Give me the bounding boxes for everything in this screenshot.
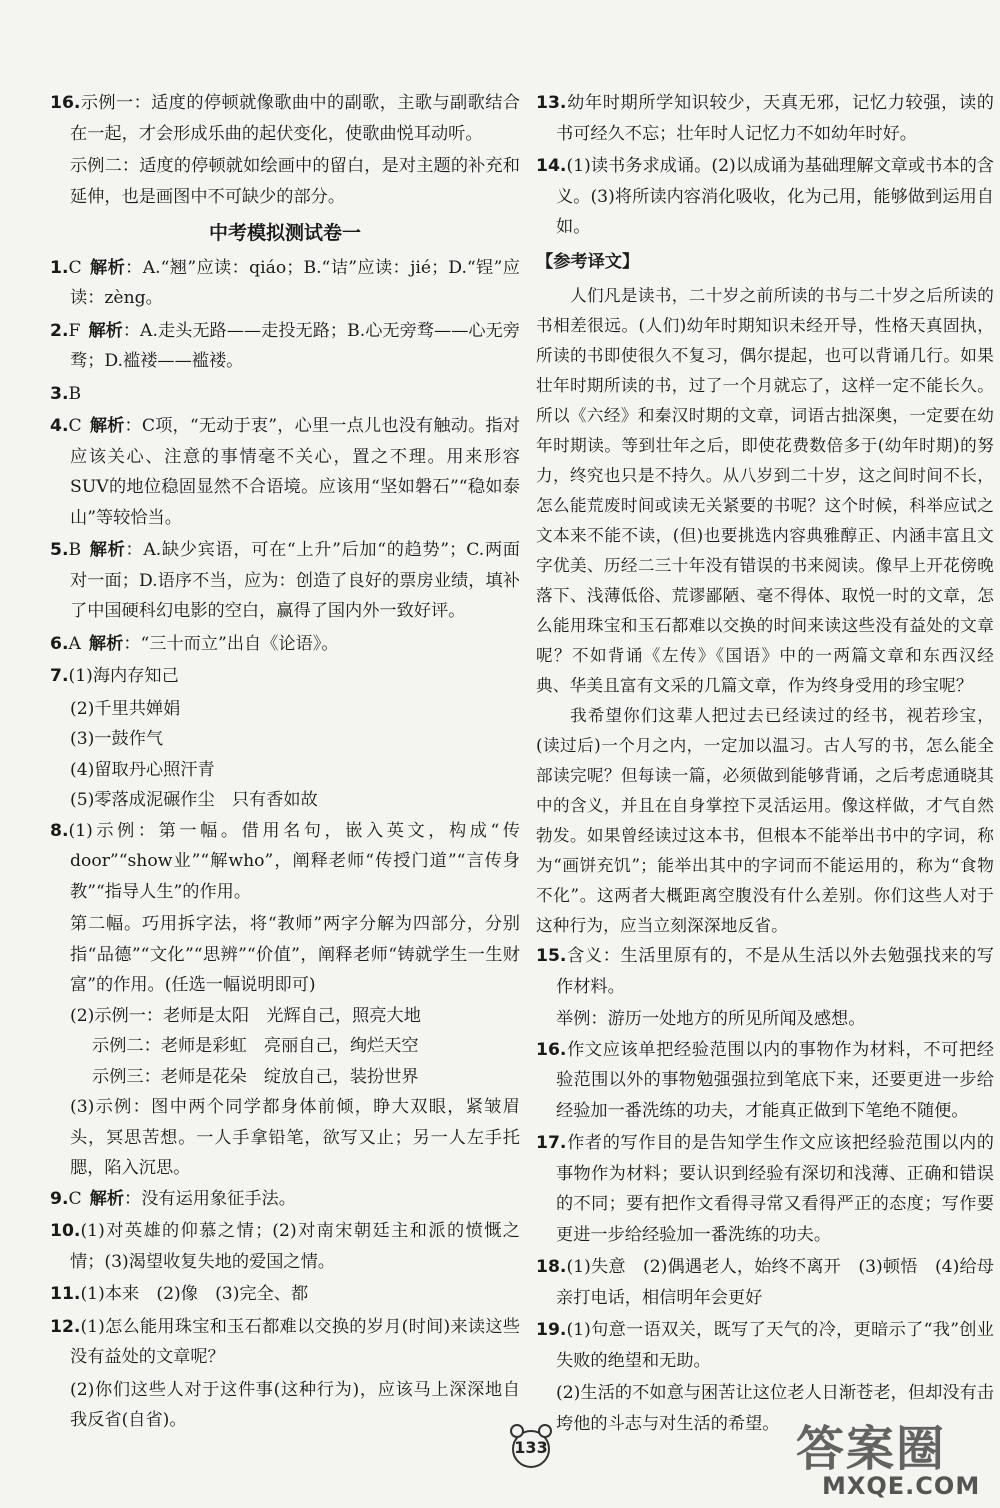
question-number: 10. — [50, 1221, 81, 1241]
question-number: 5. — [50, 540, 69, 560]
answer-choice: A — [68, 633, 81, 654]
answer-8 — [50, 816, 520, 908]
answer-13 — [536, 88, 994, 149]
question-number: 2. — [50, 320, 69, 341]
left-column — [50, 88, 520, 1436]
analysis-label: 解析 — [89, 540, 126, 560]
answer-text: 含义：生活里原有的，不是从生活以外去勉强找来的写作材料。 — [556, 946, 994, 997]
answer-12 — [50, 1312, 520, 1373]
answer-line: (4)留取丹心照汗青 — [70, 759, 215, 780]
question-number: 1. — [50, 257, 69, 278]
analysis-text: ：没有运用象征手法。 — [124, 1188, 296, 1209]
answer-9 — [50, 1184, 520, 1215]
answer-text: (3)示例：图中两个同学都身体前倾，睁大双眼，紧皱眉头，冥思苦想。一人手拿铅笔，欲写又止；另一人左手托腮，陷入沉思。 — [70, 1097, 520, 1178]
answer-3 — [50, 379, 520, 410]
analysis-text: ：“三十而立”出自《论语》。 — [123, 633, 339, 654]
section-title: 中考模拟测试卷一 — [208, 222, 361, 244]
answer-choice: C — [68, 416, 82, 436]
answer-text: (2)你们这些人对于这件事(这种行为)，应该马上深深地自我反省(自省)。 — [70, 1379, 520, 1430]
question-number: 9. — [50, 1188, 69, 1209]
answer-line: 示例二：老师是彩虹 亮丽自己，绚烂天空 — [92, 1036, 419, 1056]
page-number: 133 — [512, 1430, 550, 1468]
question-number: 18. — [536, 1257, 567, 1277]
answer-text: (1)失意 (2)偶遇老人，始终不离开 (3)顿悟 (4)给母亲打电话，相信明年会更好 — [556, 1257, 994, 1308]
question-number: 16. — [50, 93, 81, 113]
answer-16 — [50, 88, 520, 149]
answer-line: 示例三：老师是花朵 绽放自己，装扮世界 — [92, 1066, 419, 1087]
question-number: 8. — [50, 820, 69, 841]
answer-line: (5)零落成泥碾作尘 只有香如故 — [70, 790, 318, 810]
answer-1 — [50, 253, 520, 314]
answer-6 — [50, 629, 520, 660]
answer-choice: B — [68, 383, 82, 404]
answer-line: (2)示例一：老师是太阳 光辉自己，照亮大地 — [70, 1005, 421, 1026]
analysis-text: ：A.“翘”应读：qiáo；B.“诘”应读：jié；D.“锃”应读：zèng。 — [70, 257, 520, 308]
answer-text: (1)示例：第一幅。借用名句，嵌入英文，构成“传door”“show业”“解who”，阐释老师“传授门道”“言传身教”“指导人生”的作用。 — [68, 820, 520, 902]
analysis-text: ：C项，“无动于衷”，心里一点儿也没有触动。指对应该关心、注意的事情毫不关心，置之不理。用来形容SUV的地位稳固显然不合语境。应该用“坚如磐石”“稳如泰山”等较恰当。 — [70, 416, 520, 528]
answer-14 — [536, 151, 994, 243]
watermark-url: MXQE.COM — [822, 1472, 981, 1500]
answer-line: (1)海内存知己 — [68, 666, 179, 686]
translation-paragraph-2: 我希望你们这辈人把过去已经读过的经书，视若珍宝，(读过后)一个月之内，一定加以温习。古人写的书，怎么能全部读完呢？但每读一篇，必须做到能够背诵，之后考虑通晓其中的含义，并且在自身掌控下灵活运用。像这样做，才气自然勃发。如果曾经读过这本书，但根本不能举出书中的字词，称为“画饼充饥”；能举出其中的字词而不能运用的，称为“食物不化”。这两者大概距离空腹没有什么差别。你们这些人对于这种行为，应当立刻深深地反省。 — [536, 706, 994, 935]
answer-choice: B — [68, 540, 82, 560]
answer-5 — [50, 535, 520, 627]
answer-10 — [50, 1216, 520, 1277]
answer-text: (1)本来 (2)像 (3)完全、都 — [80, 1284, 309, 1304]
answer-text: (1)读书务求成诵。(2)以成诵为基础理解文章或书本的含义。(3)将所读内容消化吸收，化为己用，能够做到运用自如。 — [556, 156, 994, 237]
answer-text: 举例：游历一处地方的所见所闻及感想。 — [556, 1009, 866, 1029]
answer-4 — [50, 411, 520, 533]
question-number: 4. — [50, 416, 69, 436]
answer-text: (1)对英雄的仰慕之情；(2)对南宋朝廷主和派的愤慨之情；(3)渴望收复失地的爱国之情。 — [70, 1221, 520, 1272]
question-number: 6. — [50, 633, 69, 654]
analysis-label: 解析 — [88, 320, 123, 341]
answer-choice: C — [68, 257, 82, 278]
question-number: 19. — [536, 1320, 567, 1340]
answer-line: (3)一鼓作气 — [70, 729, 164, 749]
translation-paragraph-1: 人们凡是读书，二十岁之前所读的书与二十岁之后所读的书相差很远。(人们)幼年时期知识未经开导，性格天真固执，所读的书即使很久不复习，偶尔提起，也可以背诵几行。如果壮年时期所读的书，过了一个月就忘了，这样一定不能长久。所以《六经》和秦汉时期的文章，词语古拙深奥，一定要在幼年时期读。等到壮年之后，即使花费数倍多于(幼年时期)的努力，终究也只是不持久。从八岁到二十岁，这之间时间不长，怎么能荒废时间或读无关紧要的书呢？这个时候，科举应试之文本来不能不读，(但)也要挑选内容典雅醇正、内涵丰富且文字优美、历经二三十年没有错误的书来阅读。像早上开花傍晚落下、浅薄低俗、荒谬鄙陋、毫不得体、取悦一时的文章，怎么能用珠宝和玉石都难以交换的时间来读这些没有益处的文章呢？不如背诵《左传》《国语》中的一两篇文章和东西汉经典、华美且富有文采的几篇文章，作为终身受用的珍宝呢？ — [536, 286, 994, 695]
answer-text: 作者的写作目的是告知学生作文应该把经验范围以内的事物作为材料；要认识到经验有深切和浅薄、正确和错误的不同；要有把作文看得寻常又看得严正的态度；写作要更进一步给经验加一番洗练的功夫。 — [556, 1133, 994, 1245]
question-number: 11. — [50, 1284, 81, 1304]
answer-17 — [536, 1128, 994, 1250]
answer-16-right — [536, 1035, 994, 1127]
answer-text: (1)怎么能用珠宝和玉石都难以交换的岁月(时间)来读这些没有益处的文章呢？ — [70, 1316, 520, 1367]
answer-line: (2)千里共婵娟 — [70, 698, 181, 719]
analysis-label: 解析 — [88, 633, 124, 654]
question-number: 13. — [536, 93, 567, 113]
analysis-text: ：A.缺少宾语，可在“上升”后加“的趋势”；C.两面对一面；D.语序不当，应为：创造了良好的票房业绩，填补了中国硬科幻电影的空白，赢得了国内外一致好评。 — [70, 540, 520, 621]
answer-text: 第二幅。巧用拆字法，将“教师”两字分解为四部分，分别指“品德”“文化”“思辨”“价值”，阐释老师“铸就学生一生财富”的作用。(任选一幅说明即可) — [70, 914, 520, 995]
question-number: 17. — [536, 1133, 567, 1153]
answer-2 — [50, 316, 520, 377]
answer-19 — [536, 1315, 994, 1376]
question-number: 3. — [50, 383, 69, 404]
analysis-label: 解析 — [89, 1188, 125, 1209]
right-column — [536, 88, 994, 1439]
question-number: 7. — [50, 666, 69, 686]
reference-translation-title: 【参考译文】 — [536, 251, 640, 272]
answer-16-example-2: 示例二：适度的停顿就如绘画中的留白，是对主题的补充和延伸，也是画图中不可缺少的部分。 — [70, 156, 520, 207]
watermark-text: 答案圈 — [796, 1421, 947, 1477]
answer-choice: C — [68, 1188, 82, 1209]
answer-15 — [536, 941, 994, 1002]
answer-text: 作文应该单把经验范围以内的事物作为材料，不可把经验范围以外的事物勉强强拉到笔底下来，还要更进一步给经验加一番洗练的功夫，才能真正做到下笔绝不随便。 — [556, 1039, 994, 1121]
analysis-label: 解析 — [89, 257, 126, 278]
question-number: 14. — [536, 156, 567, 176]
answer-text: (1)句意一语双关，既写了天气的冷，更暗示了“我”创业失败的绝望和无助。 — [556, 1320, 994, 1371]
question-number: 12. — [50, 1316, 81, 1337]
analysis-label: 解析 — [89, 416, 125, 436]
answer-18 — [536, 1252, 994, 1313]
analysis-text: ：A.走头无路——走投无路；B.心无旁骛——心无旁骛；D.褴褛——褴褛。 — [70, 320, 520, 371]
answer-7 — [50, 661, 520, 692]
watermark-logo — [786, 1410, 996, 1506]
answer-11 — [50, 1279, 520, 1310]
answer-text: (2)生活的不如意与困苦让这位老人日渐苍老，但却没有击垮他的斗志与对生活的希望。 — [556, 1383, 994, 1434]
answer-text: 幼年时期所学知识较少，天真无邪，记忆力较强，读的书可经久不忘；壮年时人记忆力不如幼年时好。 — [556, 93, 994, 144]
question-number: 16. — [536, 1039, 567, 1060]
answer-text: 示例一：适度的停顿就像歌曲中的副歌，主歌与副歌结合在一起，才会形成乐曲的起伏变化，使歌曲悦耳动听。 — [70, 93, 520, 144]
question-number: 15. — [536, 946, 567, 966]
answer-choice: F — [68, 320, 81, 341]
